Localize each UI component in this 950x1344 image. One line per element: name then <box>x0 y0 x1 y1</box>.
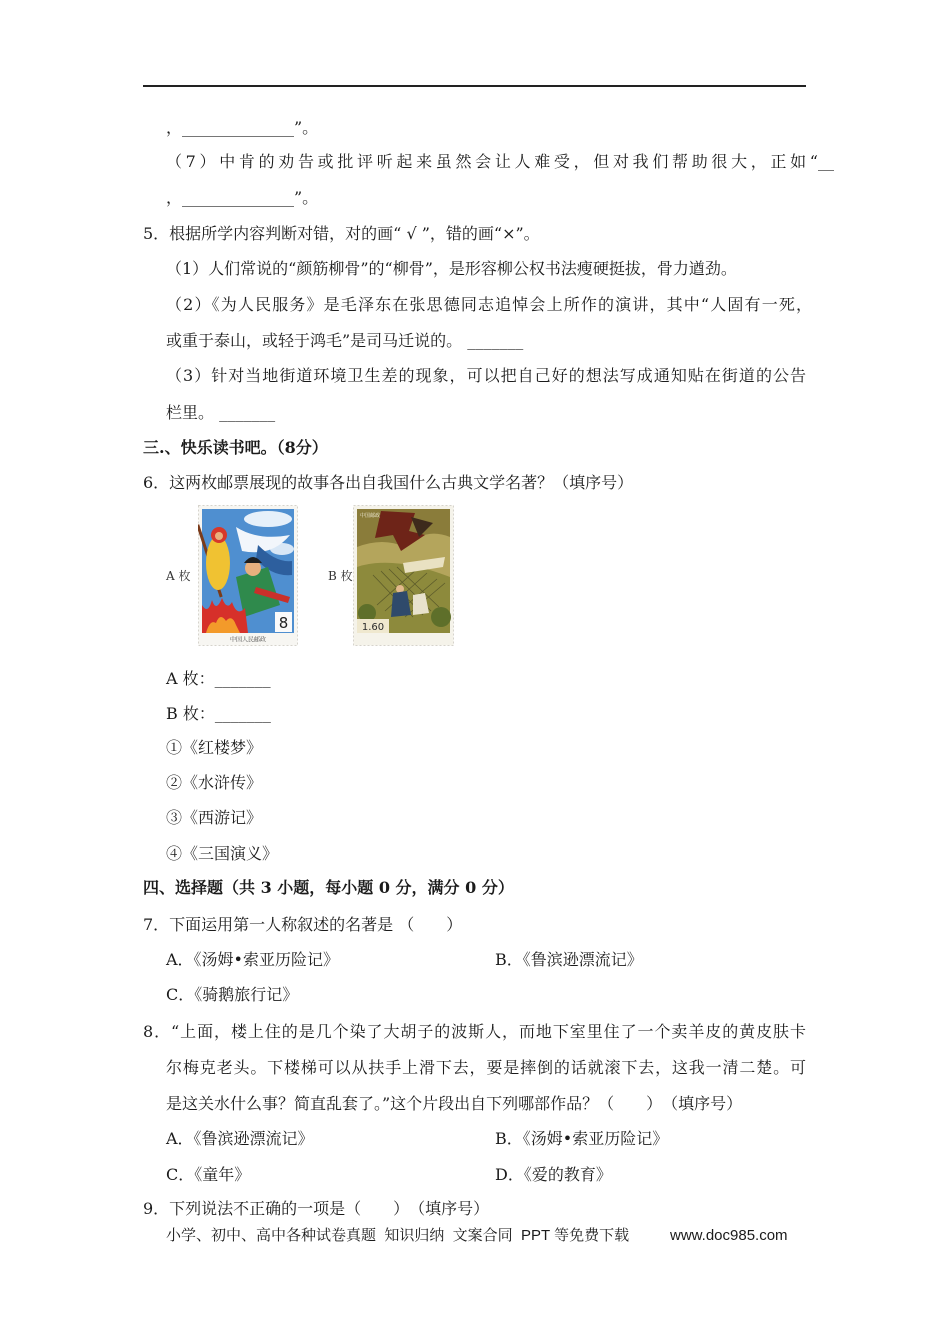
stamp-b-image <box>353 505 454 646</box>
q4-item7-text: （7）中肯的劝告或批评听起来虽然会让人难受，但对我们帮助很大，正如“__ <box>166 152 834 171</box>
stamp-b-label: B 枚 <box>328 569 353 583</box>
q8-option-b: B．《汤姆•索亚历险记》 <box>495 1129 669 1148</box>
q5-stem: 5．根据所学内容判断对错，对的画“ √ ”，错的画“×”。 <box>143 224 540 243</box>
stamp-b-value: 1.60 <box>361 622 385 633</box>
q6-option-1: ①《红楼梦》 <box>166 738 263 757</box>
stamp-b-issuer: 中国邮政 <box>360 513 381 519</box>
q4-item6-blank-line: ，______________”。 <box>166 118 319 137</box>
section4-heading: 四、选择题（共 3 小题，每小题 0 分，满分 0 分） <box>143 878 514 897</box>
section3-heading: 三.、快乐读书吧。（8分） <box>143 438 328 457</box>
stamp-a-monkey-king <box>206 536 230 590</box>
q9-stem: 9．下列说法不正确的一项是（ ） （填序号） <box>143 1199 490 1218</box>
q6-option-4: ④《三国演义》 <box>166 844 279 863</box>
q6-answer-b: B 枚：_______ <box>166 704 271 723</box>
stamp-a-value: 8 <box>278 614 289 632</box>
q8-option-d: D．《爱的教育》 <box>495 1165 612 1184</box>
q8-stem-line1: 8．“上面，楼上住的是几个染了大胡子的波斯人，而地下室里住了一个卖羊皮的黄皮肤卡 <box>143 1022 806 1041</box>
q8-stem-line3: 是这关水什么事？简直乱套了。”这个片段出自下列哪部作品？（ ） （填序号） <box>166 1094 743 1113</box>
q6-option-3: ③《西游记》 <box>166 808 263 827</box>
q4-item7-blank-line: ，______________”。 <box>166 188 319 207</box>
stamp-a-label: A 枚 <box>166 569 191 583</box>
q6-option-2: ②《水浒传》 <box>166 773 263 792</box>
q7-stem: 7．下面运用第一人称叙述的名著是 （ ） <box>143 915 463 934</box>
stamp-b-tree-right <box>431 607 451 627</box>
stamp-a-cloud <box>244 511 292 527</box>
q7-option-c: C．《骑鹅旅行记》 <box>166 985 299 1004</box>
stamp-a-issuer: 中国人民邮政 <box>229 636 267 644</box>
footer-text: 小学、初中、高中各种试卷真题 知识归纳 文案合同 PPT 等免费下载 <box>166 1227 630 1244</box>
q7-option-a: A．《汤姆•索亚历险记》 <box>166 950 339 969</box>
stamp-a-monkey-face <box>215 532 223 540</box>
header-rule <box>143 85 806 87</box>
q6-stem: 6．这两枚邮票展现的故事各出自我国什么古典文学名著？（填序号） <box>143 473 634 492</box>
q5-item3-line2: 栏里。 _______ <box>166 403 276 422</box>
q5-item3-line1: （3）针对当地街道环境卫生差的现象，可以把自己好的想法写成通知贴在街道的公告 <box>166 366 806 385</box>
q5-item2-line2: 或重于泰山，或轻于鸿毛”是司马迁说的。 _______ <box>166 331 524 350</box>
q5-item1: （1）人们常说的“颜筋柳骨”的“柳骨”，是形容柳公权书法瘦硬挺拔，骨力遒劲。 <box>166 259 737 278</box>
q8-stem-line2: 尔梅克老头。下楼梯可以从扶手上滑下去，要是摔倒的话就滚下去，这我一清二楚。可 <box>166 1058 806 1077</box>
q6-answer-a: A 枚：_______ <box>166 669 271 688</box>
q5-item2-line1: （2）《为人民服务》是毛泽东在张思德同志追悼会上所作的演讲，其中“人固有一死， <box>166 295 812 314</box>
stamp-a-image <box>198 505 298 646</box>
q7-option-b: B．《鲁滨逊漂流记》 <box>495 950 643 969</box>
q8-option-a: A．《鲁滨逊漂流记》 <box>166 1129 314 1148</box>
footer-url: www.doc985.com <box>670 1227 788 1244</box>
q8-option-c: C．《童年》 <box>166 1165 251 1184</box>
